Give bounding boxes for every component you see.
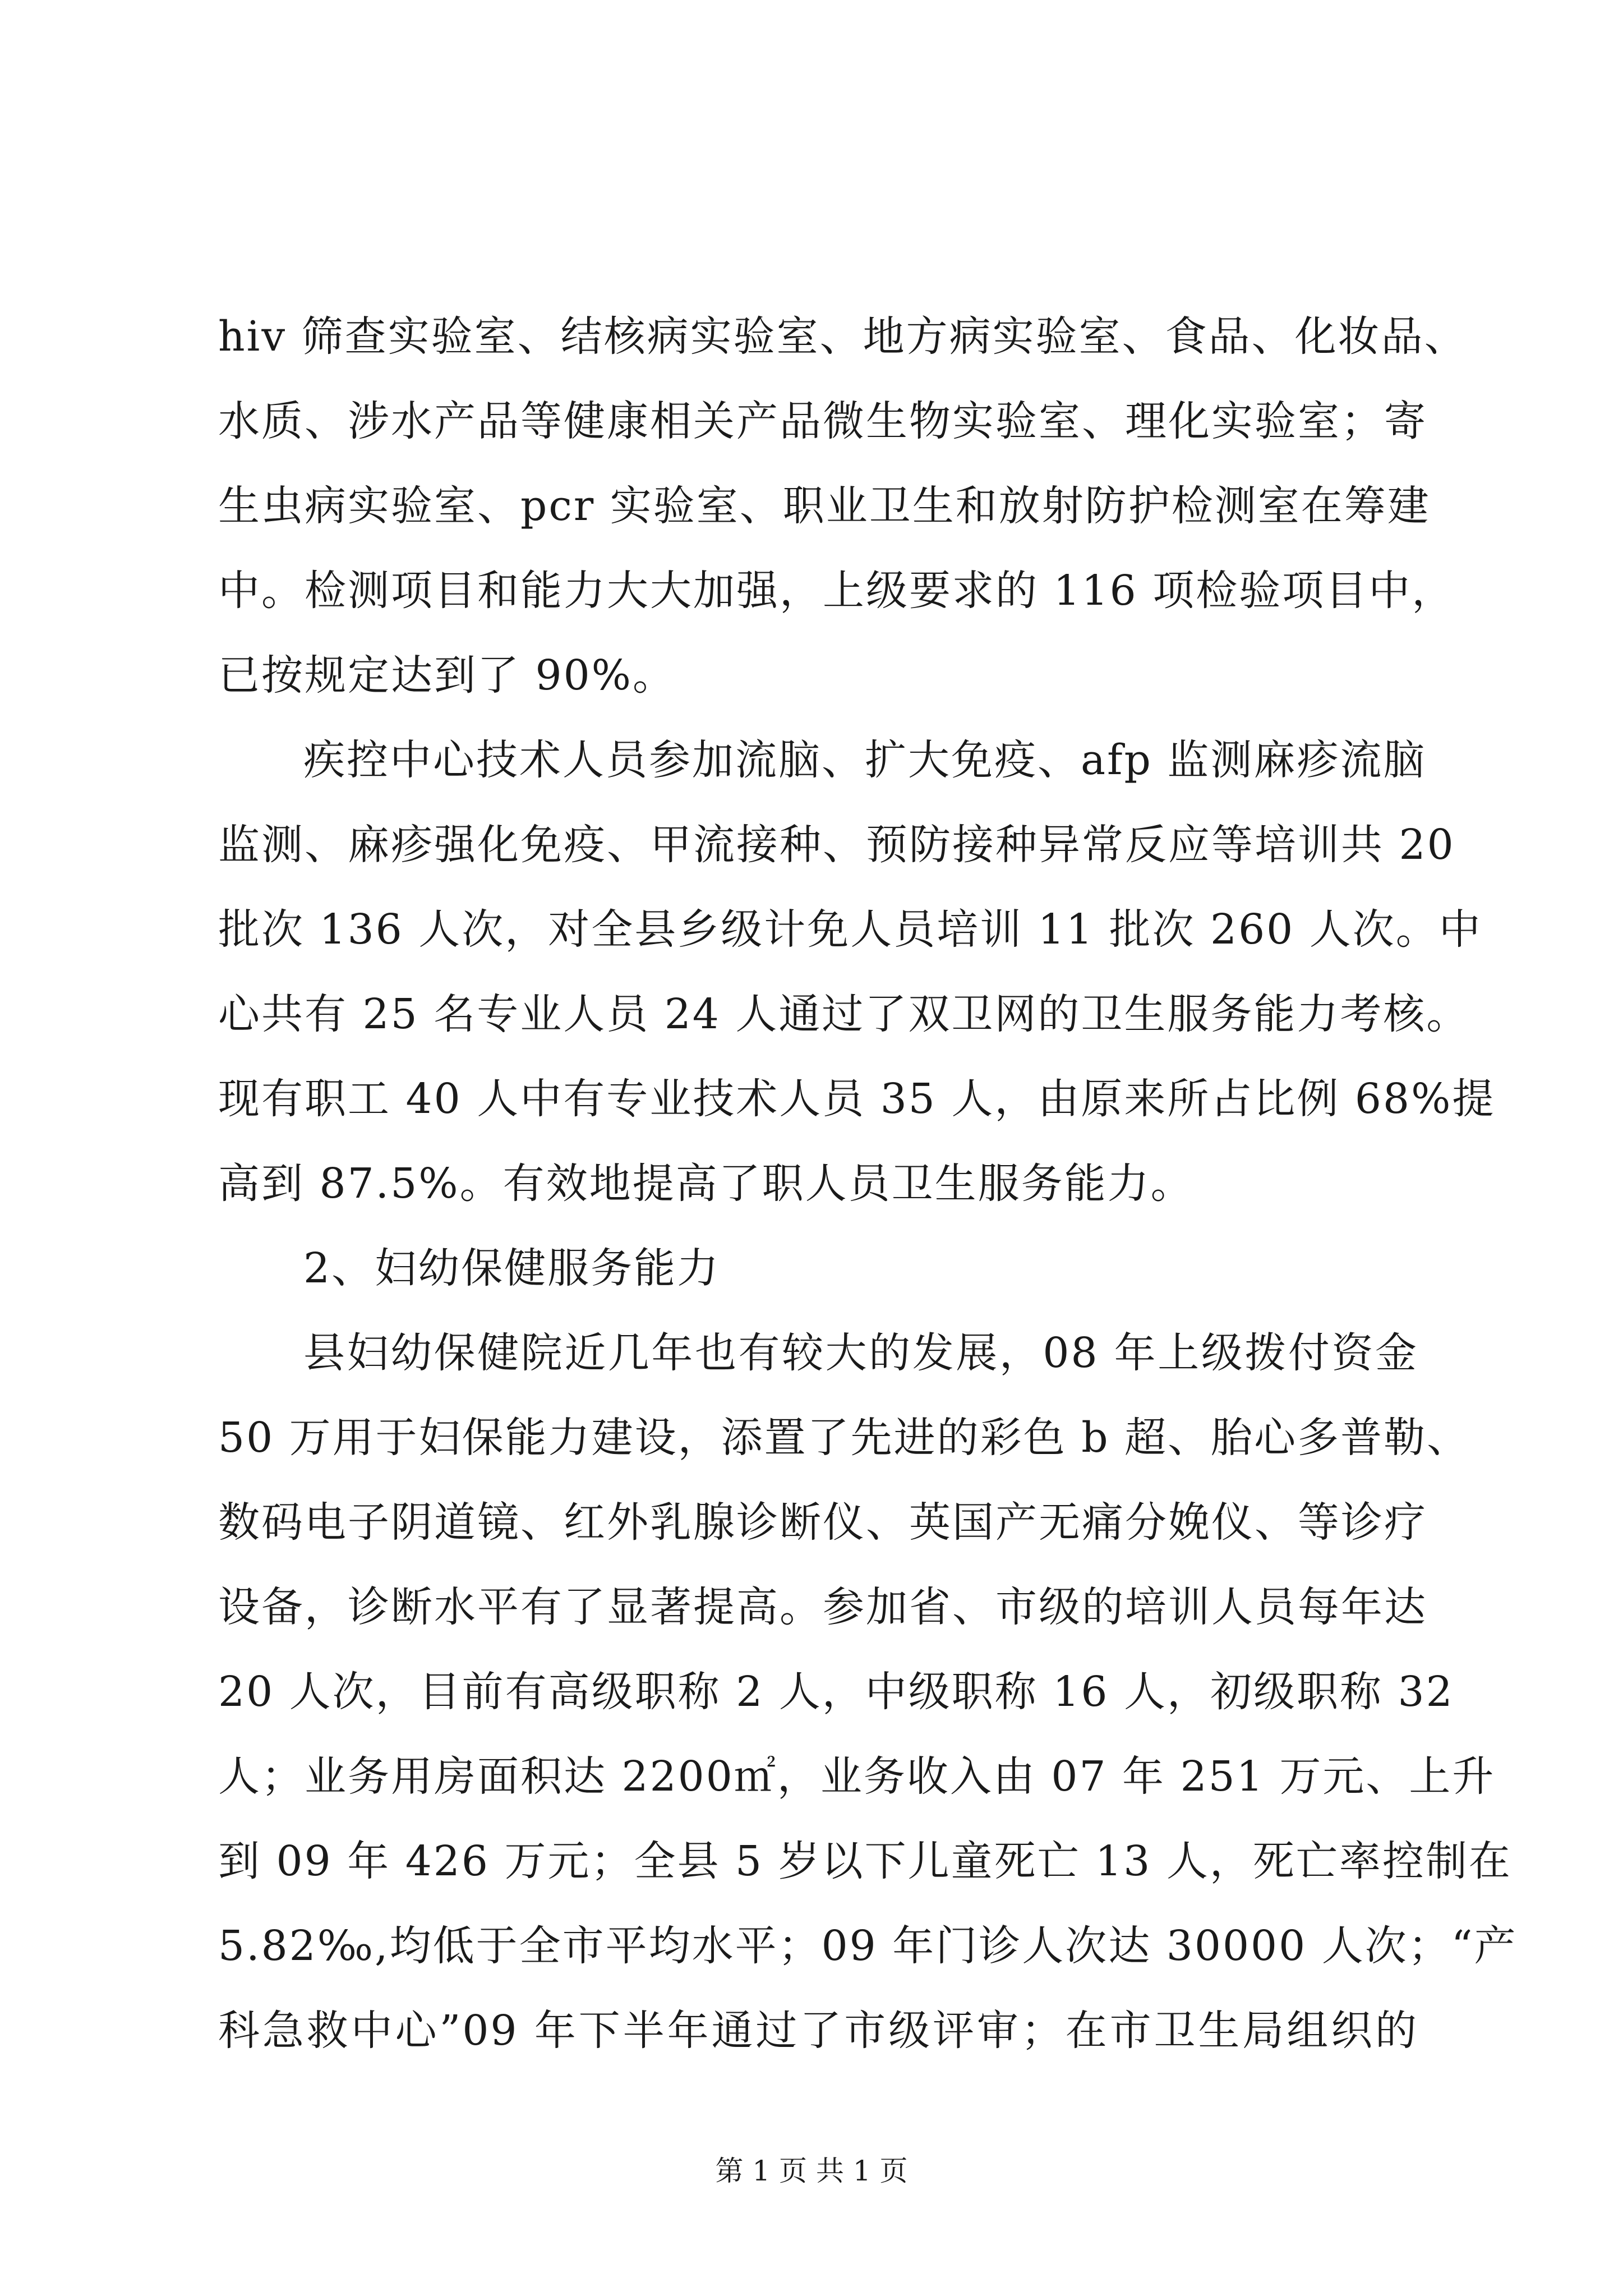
text-line: 设备，诊断水平有了显著提高。参加省、市级的培训人员每年达 (218, 1583, 1427, 1631)
text-line: 心共有 25 名专业人员 24 人通过了双卫网的卫生服务能力考核。 (218, 990, 1470, 1038)
text-line: 数码电子阴道镜、红外乳腺诊断仪、英国产无痛分娩仪、等诊疗 (218, 1498, 1427, 1547)
text-line: 生虫病实验室、pcr 实验室、职业卫生和放射防护检测室在筹建 (218, 482, 1431, 530)
text-line: 到 09 年 426 万元；全县 5 岁以下儿童死亡 13 人，死亡率控制在 (218, 1837, 1512, 1885)
text-line: 县妇幼保健院近几年也有较大的发展，08 年上级拨付资金 (303, 1329, 1418, 1377)
section-heading: 2、妇幼保健服务能力 (303, 1244, 721, 1292)
text-line: hiv 筛查实验室、结核病实验室、地方病实验室、食品、化妆品、 (218, 312, 1468, 361)
text-line: 5.82‰,均低于全市平均水平；09 年门诊人次达 30000 人次；“产 (218, 1922, 1518, 1970)
text-line: 科急救中心”09 年下半年通过了市级评审；在市卫生局组织的 (218, 2007, 1418, 2055)
text-line: 现有职工 40 人中有专业技术人员 35 人，由原来所占比例 68%提 (218, 1075, 1496, 1123)
text-line: 已按规定达到了 90%。 (218, 651, 676, 700)
text-line: 疾控中心技术人员参加流脑、扩大免疫、afp 监测麻疹流脑 (303, 736, 1427, 784)
text-line: 高到 87.5%。有效地提高了职人员卫生服务能力。 (218, 1159, 1194, 1208)
text-line: 监测、麻疹强化免疫、甲流接种、预防接种异常反应等培训共 20 (218, 821, 1455, 869)
page-footer: 第 1 页 共 1 页 (715, 2155, 908, 2187)
body-text (218, 295, 1518, 2073)
text-line: 50 万用于妇保能力建设，添置了先进的彩色 b 超、胎心多普勒、 (218, 1414, 1470, 1462)
text-line: 20 人次，目前有高级职称 2 人，中级职称 16 人，初级职称 32 (218, 1668, 1454, 1716)
text-line: 水质、涉水产品等健康相关产品微生物实验室、理化实验室；寄 (218, 397, 1427, 445)
text-line: 人；业务用房面积达 2200㎡，业务收入由 07 年 251 万元、上升 (218, 1752, 1496, 1801)
text-line: 中。检测项目和能力大大加强，上级要求的 116 项检验项目中， (218, 567, 1455, 615)
text-line: 批次 136 人次，对全县乡级计免人员培训 11 批次 260 人次。中 (218, 905, 1482, 954)
